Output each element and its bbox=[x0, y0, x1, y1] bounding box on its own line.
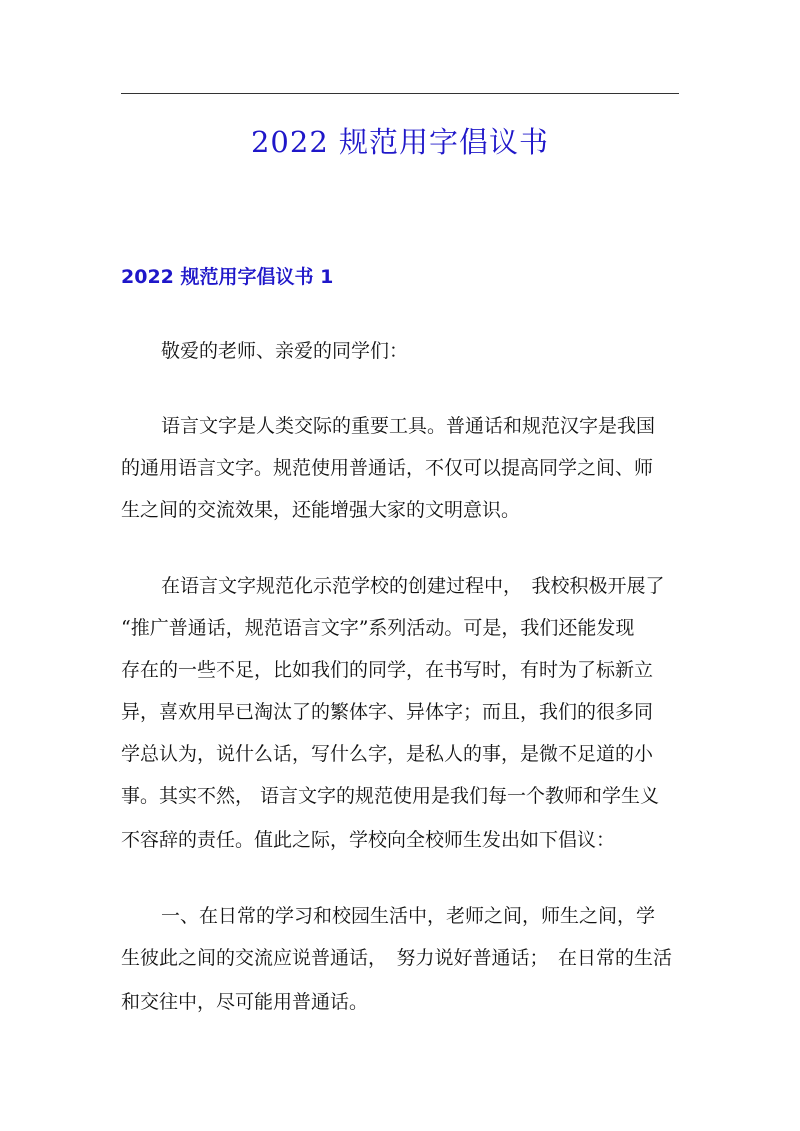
paragraph-2-line-7: 不容辞的责任。值此之际，学校向全校师生发出如下倡议： bbox=[121, 829, 616, 851]
paragraph-3-line-3: 和交往中，尽可能用普通话。 bbox=[121, 991, 369, 1013]
paragraph-2-line-5: 学总认为，说什么话，写什么字，是私人的事，是微不足道的小 bbox=[121, 743, 654, 765]
paragraph-3-line-1: 一、在日常的学习和校园生活中，老师之间，师生之间，学 bbox=[161, 905, 656, 927]
paragraph-2-line-1: 在语言文字规范化示范学校的创建过程中， 我校积极开展了 bbox=[161, 575, 665, 597]
header-divider bbox=[121, 93, 679, 94]
paragraph-1-line-2: 的通用语言文字。规范使用普通话，不仅可以提高同学之间、师 bbox=[121, 457, 654, 479]
paragraph-1-line-1: 语言文字是人类交际的重要工具。普通话和规范汉字是我国 bbox=[161, 415, 656, 437]
paragraph-2-line-4: 异，喜欢用早已淘汰了的繁体字、异体字；而且，我们的很多同 bbox=[121, 701, 654, 723]
salutation: 敬爱的老师、亲爱的同学们： bbox=[161, 340, 409, 362]
paragraph-2-line-3: 存在的一些不足，比如我们的同学，在书写时，有时为了标新立 bbox=[121, 659, 654, 681]
paragraph-2-line-2: “推广普通话，规范语言文字”系列活动。可是，我们还能发现 bbox=[121, 617, 635, 639]
paragraph-3-line-2: 生彼此之间的交流应说普通话， 努力说好普通话； 在日常的生活 bbox=[121, 947, 673, 969]
section-heading: 2022 规范用字倡议书 1 bbox=[121, 266, 334, 288]
paragraph-1-line-3: 生之间的交流效果，还能增强大家的文明意识。 bbox=[121, 499, 521, 521]
document-title: 2022 规范用字倡议书 bbox=[250, 125, 550, 159]
paragraph-2-line-6: 事。其实不然， 语言文字的规范使用是我们每一个教师和学生义 bbox=[121, 785, 660, 807]
